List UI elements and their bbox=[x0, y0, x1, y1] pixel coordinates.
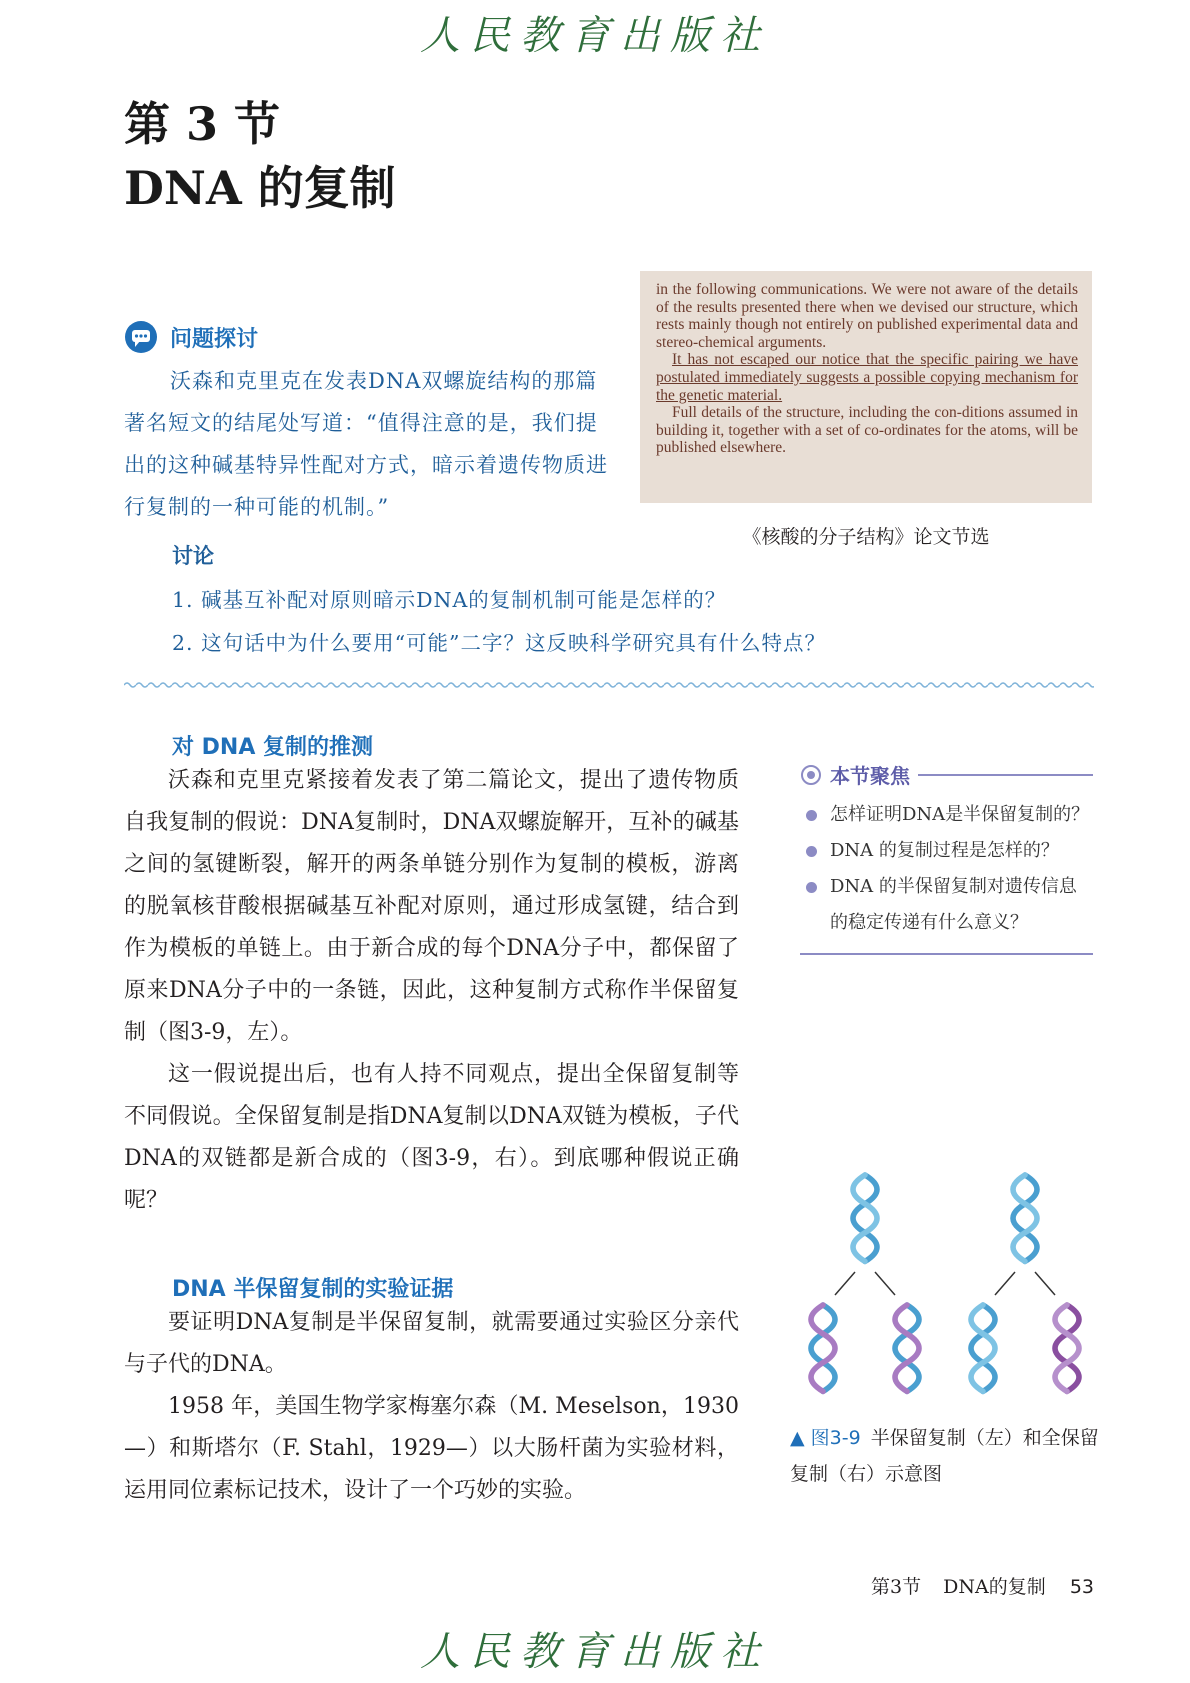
focus-item-3: DNA 的半保留复制对遗传信息的稳定传递有什么意义？ bbox=[800, 869, 1093, 941]
semiconservative-parent-helix bbox=[853, 1175, 877, 1261]
focus-item-2: DNA 的复制过程是怎样的？ bbox=[800, 833, 1093, 869]
chat-bubble-icon bbox=[124, 320, 158, 354]
focus-box bbox=[800, 760, 1093, 955]
sec2-paragraph-1: 要证明DNA复制是半保留复制，就需要通过实验区分亲代与子代的DNA。 bbox=[124, 1310, 739, 1377]
focus-bottom-rule bbox=[800, 953, 1093, 955]
problem-text bbox=[124, 360, 614, 528]
focus-item-1: 怎样证明DNA是半保留复制的？ bbox=[800, 797, 1093, 833]
sec1-paragraph-2: 这一假说提出后，也有人持不同观点，提出全保留复制等不同假说。全保留复制是指DNA复制以DNA双链为模板，子代DNA的双链都是新合成的（图3-9，右）。到底哪种假说正确呢？ bbox=[124, 1062, 739, 1213]
arrow-left-1 bbox=[835, 1272, 855, 1295]
excerpt-p2: It has not escaped our notice that the specific pairing we have postulated immediately suggests a possible copying mechanism for the genetic material. bbox=[656, 351, 1078, 404]
focus-list bbox=[800, 797, 1093, 941]
sec2-heading: DNA 半保留复制的实验证据 bbox=[172, 1277, 454, 1302]
section-name: DNA 的复制 bbox=[124, 161, 396, 215]
excerpt-p1: in the following communications. We were not aware of the details of the results presented there when we devised our structure, which rests mainly though not entirely on published experimental data and stereo-chemical arguments. bbox=[656, 281, 1078, 351]
focus-heading-rule bbox=[918, 774, 1093, 776]
figure-label: ▲ 图3-9 bbox=[790, 1427, 861, 1449]
wavy-divider bbox=[124, 680, 1094, 690]
target-icon bbox=[800, 764, 822, 786]
discussion-heading: 讨论 bbox=[172, 544, 214, 568]
section-title bbox=[124, 92, 396, 220]
footer-section: 第3节 bbox=[871, 1576, 922, 1598]
sec2-paragraph-2: 1958 年，美国生物学家梅塞尔森（M. Meselson，1930—）和斯塔尔（F. Stahl，1929—）以大肠杆菌为实验材料，运用同位素标记技术，设计了一个巧妙的实验。 bbox=[124, 1394, 739, 1503]
page-number: 53 bbox=[1069, 1576, 1094, 1598]
publisher-logo-bottom: 人民教育出版社 bbox=[420, 1629, 770, 1675]
paper-excerpt bbox=[640, 271, 1092, 503]
publisher-logo-top: 人民教育出版社 bbox=[420, 13, 770, 59]
semiconservative-child-helix-1 bbox=[811, 1305, 835, 1391]
focus-heading-label: 本节聚焦 bbox=[830, 764, 910, 788]
sec2-body bbox=[124, 1302, 739, 1512]
semiconservative-child-helix-2 bbox=[895, 1305, 919, 1391]
sec1-body bbox=[124, 760, 739, 1222]
dna-replication-figure bbox=[795, 1160, 1105, 1405]
sec1-heading: 对 DNA 复制的推测 bbox=[172, 735, 374, 760]
conservative-parent-helix bbox=[1013, 1175, 1037, 1261]
sec1-paragraph-1: 沃森和克里克紧接着发表了第二篇论文，提出了遗传物质自我复制的假说：DNA复制时，DNA双螺旋解开，互补的碱基之间的氢键断裂，解开的两条单链分别作为复制的模板，游离的脱氧核苷酸根据碱基互补配对原则，通过形成氢键，结合到作为模板的单链上。由于新合成的每个DNA分子中，都保留了原来DNA分子中的一条链，因此，这种复制方式称作半保留复制（图3-9，左）。 bbox=[124, 768, 739, 1045]
arrow-left-2 bbox=[875, 1272, 895, 1295]
excerpt-caption: 《核酸的分子结构》论文节选 bbox=[742, 526, 990, 548]
conservative-child-helix-1 bbox=[971, 1305, 995, 1391]
page-footer bbox=[871, 1572, 1094, 1599]
discussion-item-2: 2. 这句话中为什么要用“可能”二字？这反映科学研究具有什么特点？ bbox=[172, 631, 827, 655]
section-number: 第 3 节 bbox=[124, 97, 281, 151]
arrow-right-1 bbox=[995, 1272, 1015, 1295]
discussion-item-1: 1. 碱基互补配对原则暗示DNA的复制机制可能是怎样的？ bbox=[172, 588, 727, 612]
figure-caption bbox=[790, 1420, 1100, 1492]
problem-paragraph: 沃森和克里克在发表DNA双螺旋结构的那篇著名短文的结尾处写道：“值得注意的是，我们提出的这种碱基特异性配对方式，暗示着遗传物质进行复制的一种可能的机制。” bbox=[124, 369, 608, 519]
focus-heading bbox=[800, 760, 1093, 789]
arrow-right-2 bbox=[1035, 1272, 1055, 1295]
problem-heading-label: 问题探讨 bbox=[170, 326, 259, 352]
excerpt-p3: Full details of the structure, including the con-ditions assumed in building it, together with a set of co-ordinates for the atoms, will be published elsewhere. bbox=[656, 404, 1078, 457]
footer-title: DNA的复制 bbox=[943, 1576, 1046, 1598]
problem-heading bbox=[124, 320, 258, 354]
figure-caption-text: 半保留复制（左）和全保留复制（右）示意图 bbox=[790, 1427, 1099, 1485]
conservative-child-helix-2 bbox=[1055, 1305, 1079, 1391]
